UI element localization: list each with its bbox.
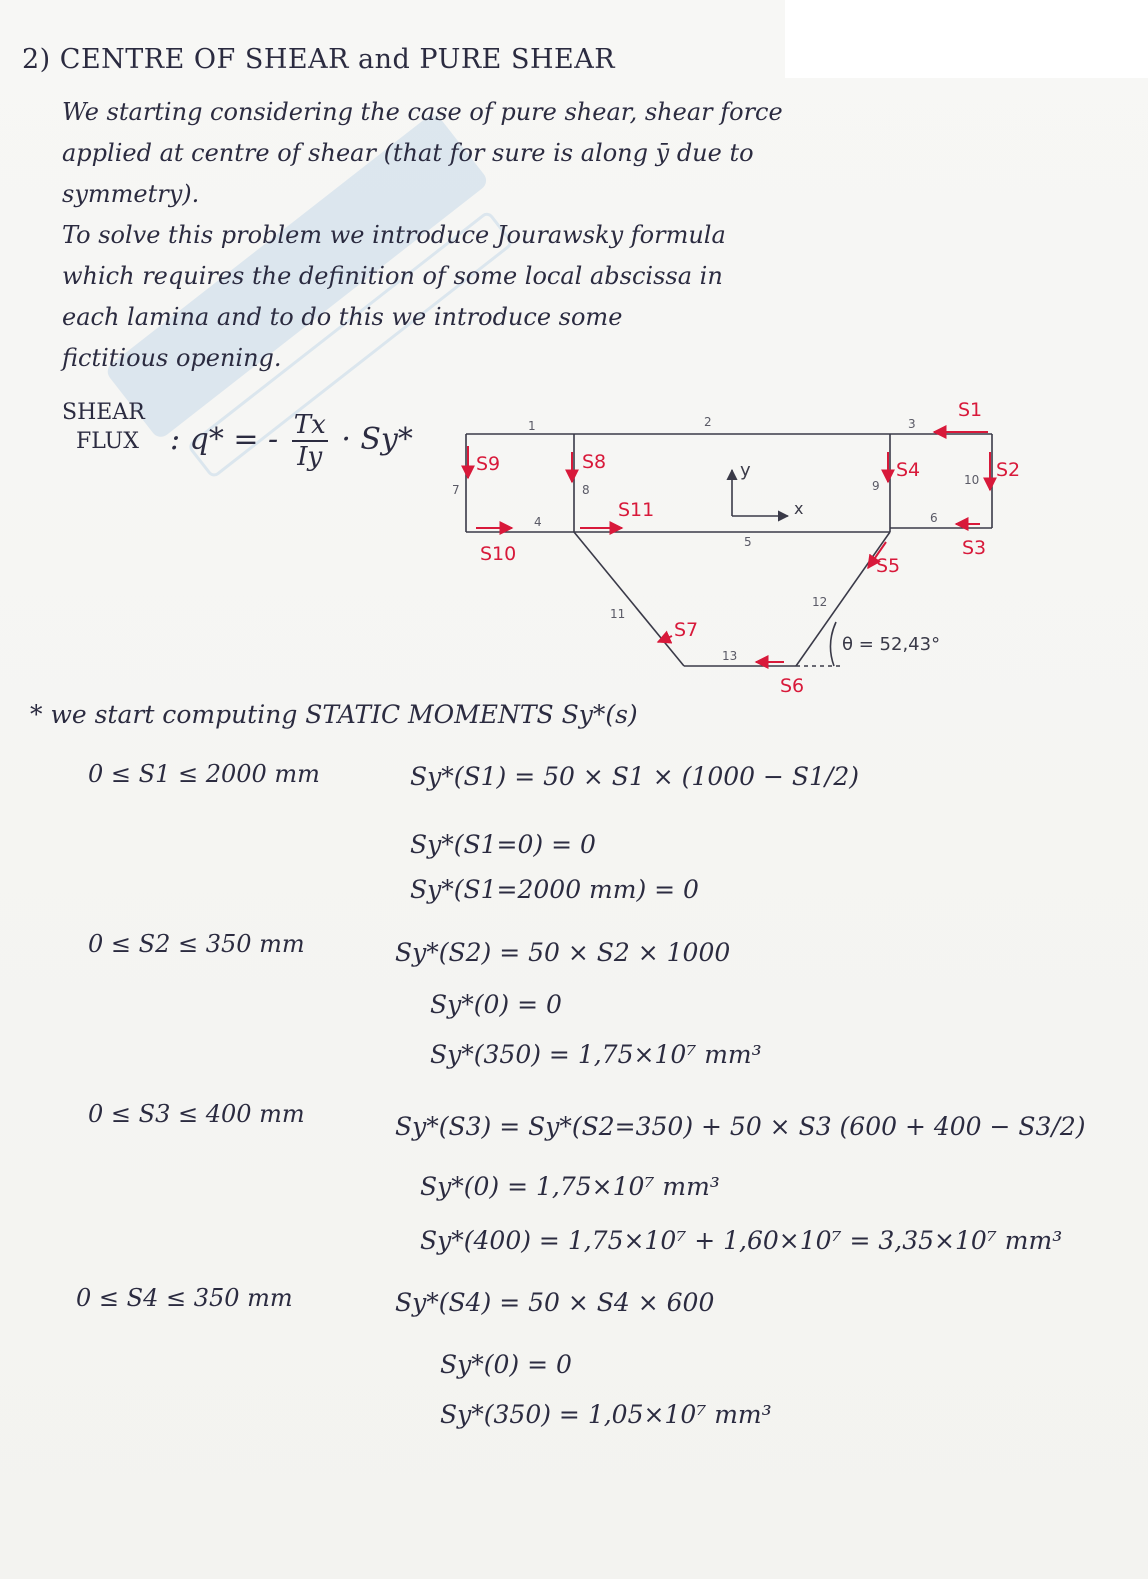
- page-corner: [785, 0, 1148, 78]
- abscissa-label: S7: [674, 619, 699, 641]
- formula-denominator: Iy: [297, 442, 323, 472]
- segment-number: 10: [964, 473, 980, 487]
- range-s4: 0 ≤ S4 ≤ 350 mm: [76, 1284, 293, 1312]
- axis-y-label: y: [740, 460, 751, 481]
- formula-fraction: [292, 410, 328, 472]
- segment-number: 1: [528, 419, 536, 433]
- segment-number: 8: [582, 483, 590, 497]
- page-title: 2) CENTRE OF SHEAR and PURE SHEAR: [22, 44, 616, 75]
- segment-number: 13: [722, 649, 738, 663]
- equation-line: Sy*(350) = 1,75×10⁷ mm³: [430, 1040, 762, 1069]
- intro-line: applied at centre of shear (that for sure is along ȳ due to: [62, 139, 754, 167]
- equation-line: Sy*(0) = 0: [440, 1350, 572, 1379]
- segment-number: 5: [744, 535, 752, 549]
- abscissa-label: S1: [958, 399, 983, 421]
- shear-label-line: SHEAR: [62, 400, 145, 425]
- equation-line: Sy*(0) = 0: [430, 990, 562, 1019]
- formula-numerator: Tx: [293, 410, 326, 440]
- intro-line: which requires the definition of some local abscissa in: [62, 262, 723, 290]
- intro-line: fictitious opening.: [62, 344, 282, 372]
- abscissa-label: S2: [996, 459, 1021, 481]
- formula-rhs: · Sy*: [341, 422, 413, 457]
- equation-line: Sy*(S1) = 50 × S1 × (1000 − S1/2): [410, 762, 859, 791]
- intro-line: each lamina and to do this we introduce some: [62, 303, 623, 331]
- formula-lhs: : q* = -: [170, 422, 279, 457]
- shear-flux-formula: [170, 410, 413, 472]
- intro-line: To solve this problem we introduce Jourawsky formula: [62, 221, 726, 249]
- equation-line: Sy*(S1=2000 mm) = 0: [410, 875, 699, 904]
- abscissa-label: S8: [582, 451, 607, 473]
- equation-line: Sy*(S1=0) = 0: [410, 830, 596, 859]
- abscissa-label: S5: [876, 555, 901, 577]
- abscissa-label: S6: [780, 675, 805, 697]
- range-s3: 0 ≤ S3 ≤ 400 mm: [88, 1100, 305, 1128]
- equation-line: Sy*(350) = 1,05×10⁷ mm³: [440, 1400, 772, 1429]
- flux-label-line: FLUX: [76, 429, 139, 454]
- segment-number: 3: [908, 417, 916, 431]
- abscissa-label: S10: [480, 543, 517, 565]
- segment-numbers: [452, 415, 979, 663]
- equation-line: Sy*(S4) = 50 × S4 × 600: [395, 1288, 715, 1317]
- equation-line: Sy*(S3) = Sy*(S2=350) + 50 × S3 (600 + 400 − S3/2): [395, 1112, 1086, 1141]
- equation-line: Sy*(0) = 1,75×10⁷ mm³: [420, 1172, 720, 1201]
- cross-section-diagram: [440, 390, 1021, 710]
- static-moments-heading: * we start computing STATIC MOMENTS Sy*(s): [30, 700, 638, 729]
- shear-flux-label: [62, 398, 145, 456]
- segment-number: 12: [812, 595, 828, 609]
- intro-line: symmetry).: [62, 180, 200, 208]
- range-s1: 0 ≤ S1 ≤ 2000 mm: [88, 760, 320, 788]
- intro-paragraph: [62, 92, 783, 379]
- equation-line: Sy*(S2) = 50 × S2 × 1000: [395, 938, 731, 967]
- angle-label: θ = 52,43°: [842, 634, 941, 655]
- abscissa-label: S3: [962, 537, 987, 559]
- equation-line: Sy*(400) = 1,75×10⁷ + 1,60×10⁷ = 3,35×10⁷ mm³: [420, 1226, 1063, 1255]
- segment-number: 4: [534, 515, 542, 529]
- abscissa-label: S4: [896, 459, 921, 481]
- segment-number: 6: [930, 511, 938, 525]
- segment-number: 11: [610, 607, 626, 621]
- abscissa-label: S9: [476, 453, 501, 475]
- axis-x-label: x: [794, 499, 804, 518]
- segment-number: 2: [704, 415, 712, 429]
- abscissa-label: S11: [618, 499, 655, 521]
- intro-line: We starting considering the case of pure shear, shear force: [62, 98, 783, 126]
- range-s2: 0 ≤ S2 ≤ 350 mm: [88, 930, 305, 958]
- segment-number: 7: [452, 483, 460, 497]
- segment-number: 9: [872, 479, 880, 493]
